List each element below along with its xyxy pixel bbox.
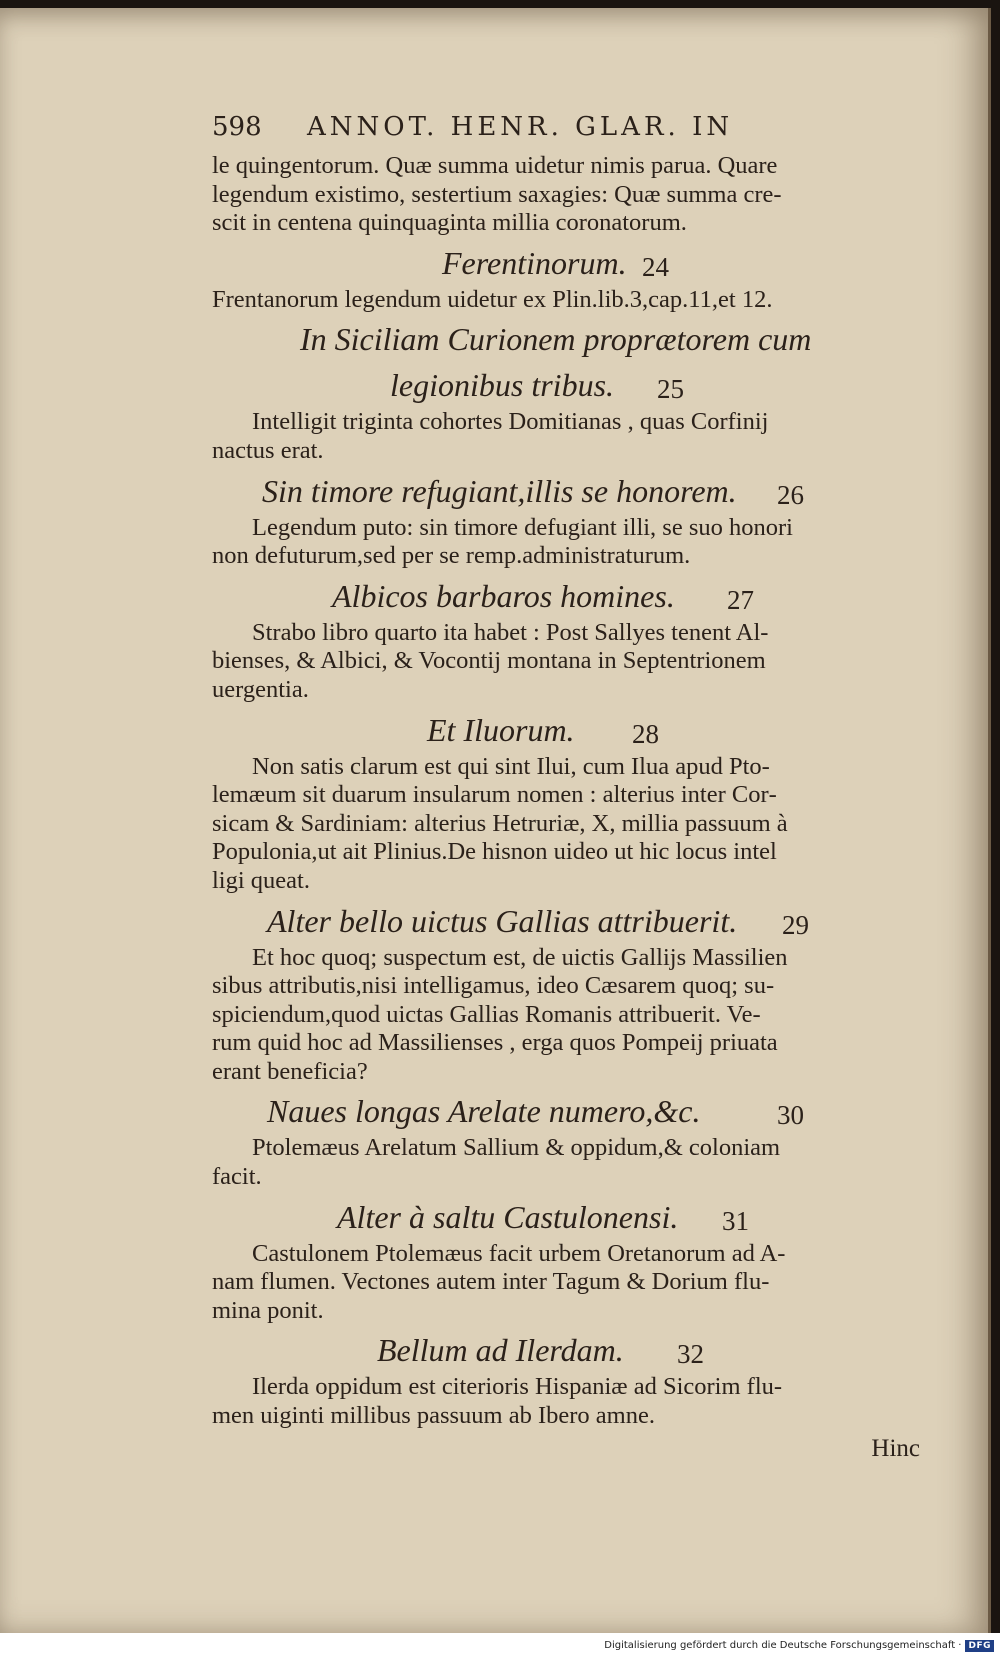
body-line: sibus attributis,nisi intelligamus, ideo Cæsarem quoq; su‑ <box>212 972 775 1000</box>
body-line: non defuturum,sed per se remp.administraturum. <box>212 542 691 570</box>
catchword: Hinc <box>871 1434 920 1462</box>
body-line: sicam & Sardiniam: alterius Hetruriæ, X, millia passuum à <box>212 809 788 837</box>
body-line: Non satis clarum est qui sint Ilui, cum Ilua apud Pto‑ <box>252 752 770 780</box>
annotation-entry <box>212 1194 924 1326</box>
body-line: ligi queat. <box>212 866 310 894</box>
entry-heading-text: Ferentinorum. <box>442 244 627 281</box>
body-line: Frentanorum legendum uidetur ex Plin.lib.3,cap.11,et 12. <box>212 285 773 313</box>
annotation-entry <box>212 707 924 896</box>
entry-heading <box>212 468 924 514</box>
entry-heading <box>212 316 924 362</box>
entry-heading <box>212 898 924 944</box>
annotation-entry <box>212 1327 924 1430</box>
body-line: Populonia,ut ait Plinius.De hisnon uideo ut hic locus intel <box>212 838 777 866</box>
entry-heading-text: Albicos barbaros homines. <box>332 577 675 614</box>
annotation-entry <box>212 1088 924 1191</box>
body-line: men uiginti millibus passuum ab Ibero amne. <box>212 1402 655 1430</box>
body-line: Intelligit triginta cohortes Domitianas , quas Corfinij <box>252 408 769 436</box>
body-line: Castulonem Ptolemæus facit urbem Oretanorum ad A‑ <box>252 1239 786 1267</box>
entry-heading <box>212 573 924 619</box>
entry-number: 28 <box>632 718 659 749</box>
entry-number: 24 <box>642 251 669 282</box>
intro-paragraph <box>212 152 924 238</box>
body-line: legendum existimo, sestertium saxagies: Quæ summa cre‑ <box>212 180 782 208</box>
entry-heading-text: Naues longas Arelate numero,&c. <box>267 1093 701 1130</box>
entry-heading-text: Bellum ad Ilerdam. <box>377 1332 624 1369</box>
footer-text: Digitalisierung gefördert durch die Deutsche Forschungsgemeinschaft · <box>604 1640 962 1651</box>
entry-number: 25 <box>657 374 684 405</box>
digitization-footer <box>0 1633 1000 1658</box>
body-line: mina ponit. <box>212 1296 324 1324</box>
entry-heading <box>212 707 924 753</box>
body-line: le quingentorum. Quæ summa uidetur nimis parua. Quare <box>212 152 778 179</box>
running-head <box>212 112 924 152</box>
annotation-entry <box>212 573 924 705</box>
annotation-entry <box>212 316 924 465</box>
book-page <box>0 8 991 1633</box>
body-line: nam flumen. Vectones autem inter Tagum & Dorium flu‑ <box>212 1268 770 1296</box>
body-line: scit in centena quinquaginta millia coronatorum. <box>212 209 687 237</box>
entry-number: 29 <box>782 909 809 940</box>
body-line: Legendum puto: sin timore defugiant illi, se suo honori <box>252 513 793 541</box>
body-line: Ilerda oppidum est citerioris Hispaniæ ad Sicorim flu‑ <box>252 1373 783 1401</box>
entry-heading <box>212 1327 924 1373</box>
body-line: Strabo libro quarto ita habet : Post Sallyes tenent Al‑ <box>252 618 769 646</box>
body-line: facit. <box>212 1163 262 1191</box>
annotation-entry <box>212 240 924 315</box>
entry-heading-text: Sin timore refugiant,illis se honorem. <box>262 472 737 509</box>
entries <box>212 240 924 1431</box>
body-line: Et hoc quoq; suspectum est, de uictis Gallijs Massilien <box>252 943 788 971</box>
body-line: bienses, & Albici, & Vocontij montana in Septentrionem <box>212 647 766 675</box>
entry-heading <box>212 1088 924 1134</box>
entry-number: 26 <box>777 479 804 510</box>
entry-heading-text: In Siciliam Curionem proprætorem cum <box>300 321 812 358</box>
entry-heading-text: Alter bello uictus Gallias attribuerit. <box>267 902 738 939</box>
annotation-entry <box>212 468 924 571</box>
entry-heading <box>212 362 924 408</box>
entry-heading-text: Alter à saltu Castulonensi. <box>337 1198 679 1235</box>
dfg-logo: DFG <box>965 1640 994 1652</box>
body-line: uergentia. <box>212 675 309 703</box>
body-line: nactus erat. <box>212 436 324 464</box>
body-line: erant beneficia? <box>212 1057 368 1085</box>
entry-heading <box>212 240 924 286</box>
entry-number: 30 <box>777 1100 804 1131</box>
entry-heading <box>212 1194 924 1240</box>
text-block <box>212 112 924 1463</box>
body-line: Ptolemæus Arelatum Sallium & oppidum,& coloniam <box>252 1134 781 1162</box>
page-number: 598 <box>212 112 262 142</box>
body-line: rum quid hoc ad Massilienses , erga quos Pompeij priuata <box>212 1029 778 1057</box>
running-title: ANNOT. HENR. GLAR. IN <box>307 112 734 142</box>
entry-heading-text: legionibus tribus. <box>390 367 615 404</box>
entry-number: 32 <box>677 1339 704 1370</box>
annotation-entry <box>212 898 924 1087</box>
body-line: spiciendum,quod uictas Gallias Romanis attribuerit. Ve‑ <box>212 1000 761 1028</box>
entry-number: 31 <box>722 1205 749 1236</box>
body-line: lemæum sit duarum insularum nomen : alterius inter Cor‑ <box>212 781 777 809</box>
entry-number: 27 <box>727 584 754 615</box>
entry-heading-text: Et Iluorum. <box>427 711 575 748</box>
